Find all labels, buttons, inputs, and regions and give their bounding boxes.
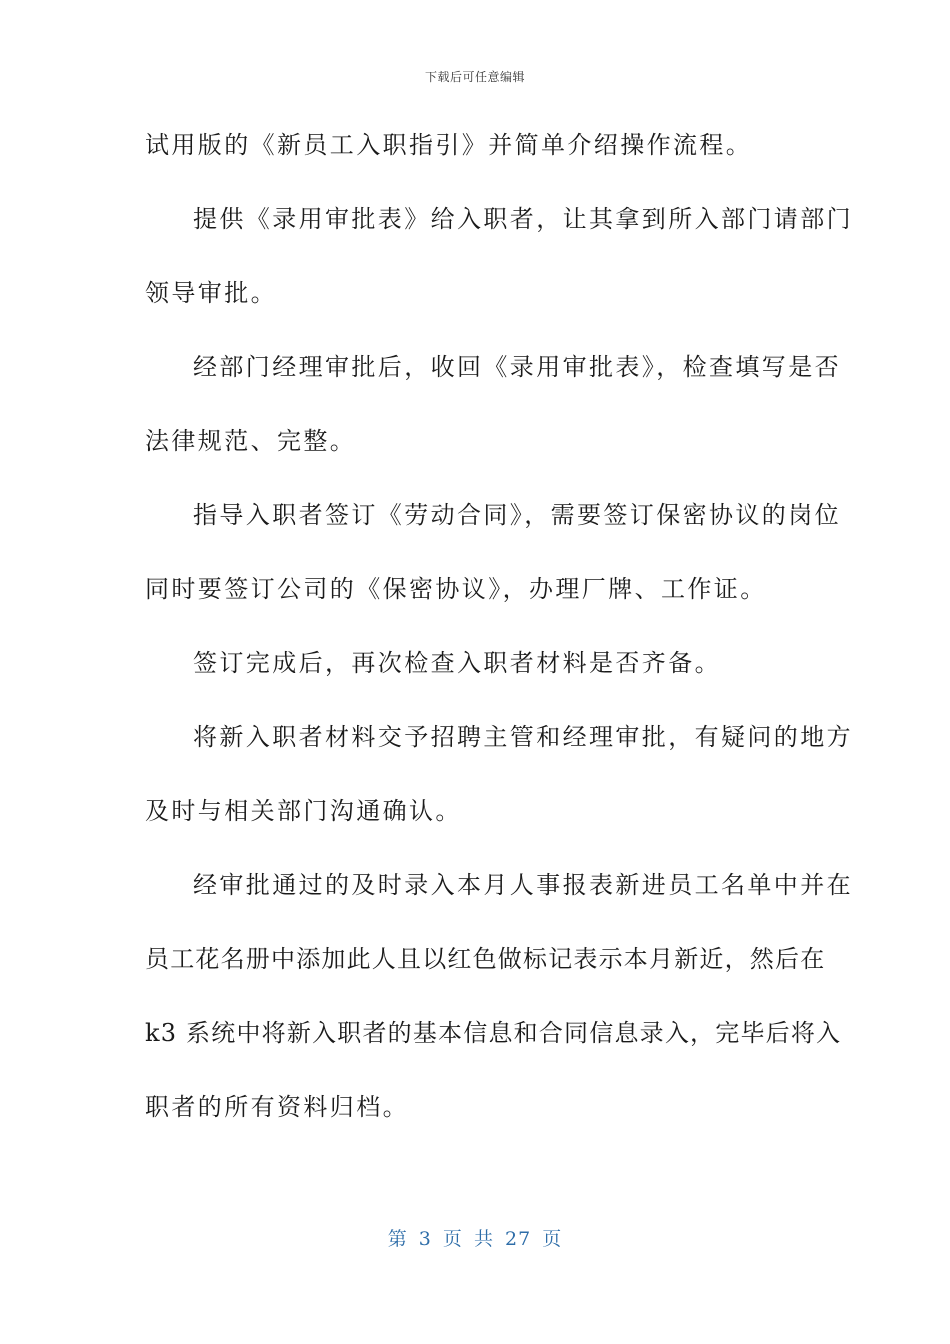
body-line: 签订完成后，再次检查入职者材料是否齐备。 (193, 649, 721, 677)
body-line: 指导入职者签订《劳动合同》，需要签订保密协议的岗位 (193, 501, 841, 529)
body-line: 经审批通过的及时录入本月人事报表新进员工名单中并在 (193, 871, 853, 899)
body-line: 员工花名册中添加此人且以红色做标记表示本月新近，然后在 (145, 945, 826, 973)
body-line: 经部门经理审批后，收回《录用审批表》，检查填写是否 (193, 353, 841, 381)
body-line: 同时要签订公司的《保密协议》，办理厂牌、工作证。 (145, 575, 767, 603)
body-line: 及时与相关部门沟通确认。 (145, 797, 462, 825)
body-line: 将新入职者材料交予招聘主管和经理审批，有疑问的地方 (193, 723, 853, 751)
body-line: k3 系统中将新入职者的基本信息和合同信息录入，完毕后将入 (145, 1019, 842, 1047)
document-body (145, 120, 853, 1156)
body-line: 职者的所有资料归档。 (145, 1093, 409, 1121)
page-number-footer: 第 3 页 共 27 页 (387, 1228, 563, 1250)
body-line: 领导审批。 (145, 279, 277, 307)
body-line: 试用版的《新员工入职指引》并简单介绍操作流程。 (145, 131, 753, 159)
body-line: 提供《录用审批表》给入职者，让其拿到所入部门请部门 (193, 205, 853, 233)
header-note: 下载后可任意编辑 (424, 70, 525, 84)
body-line: 法律规范、完整。 (145, 427, 357, 455)
